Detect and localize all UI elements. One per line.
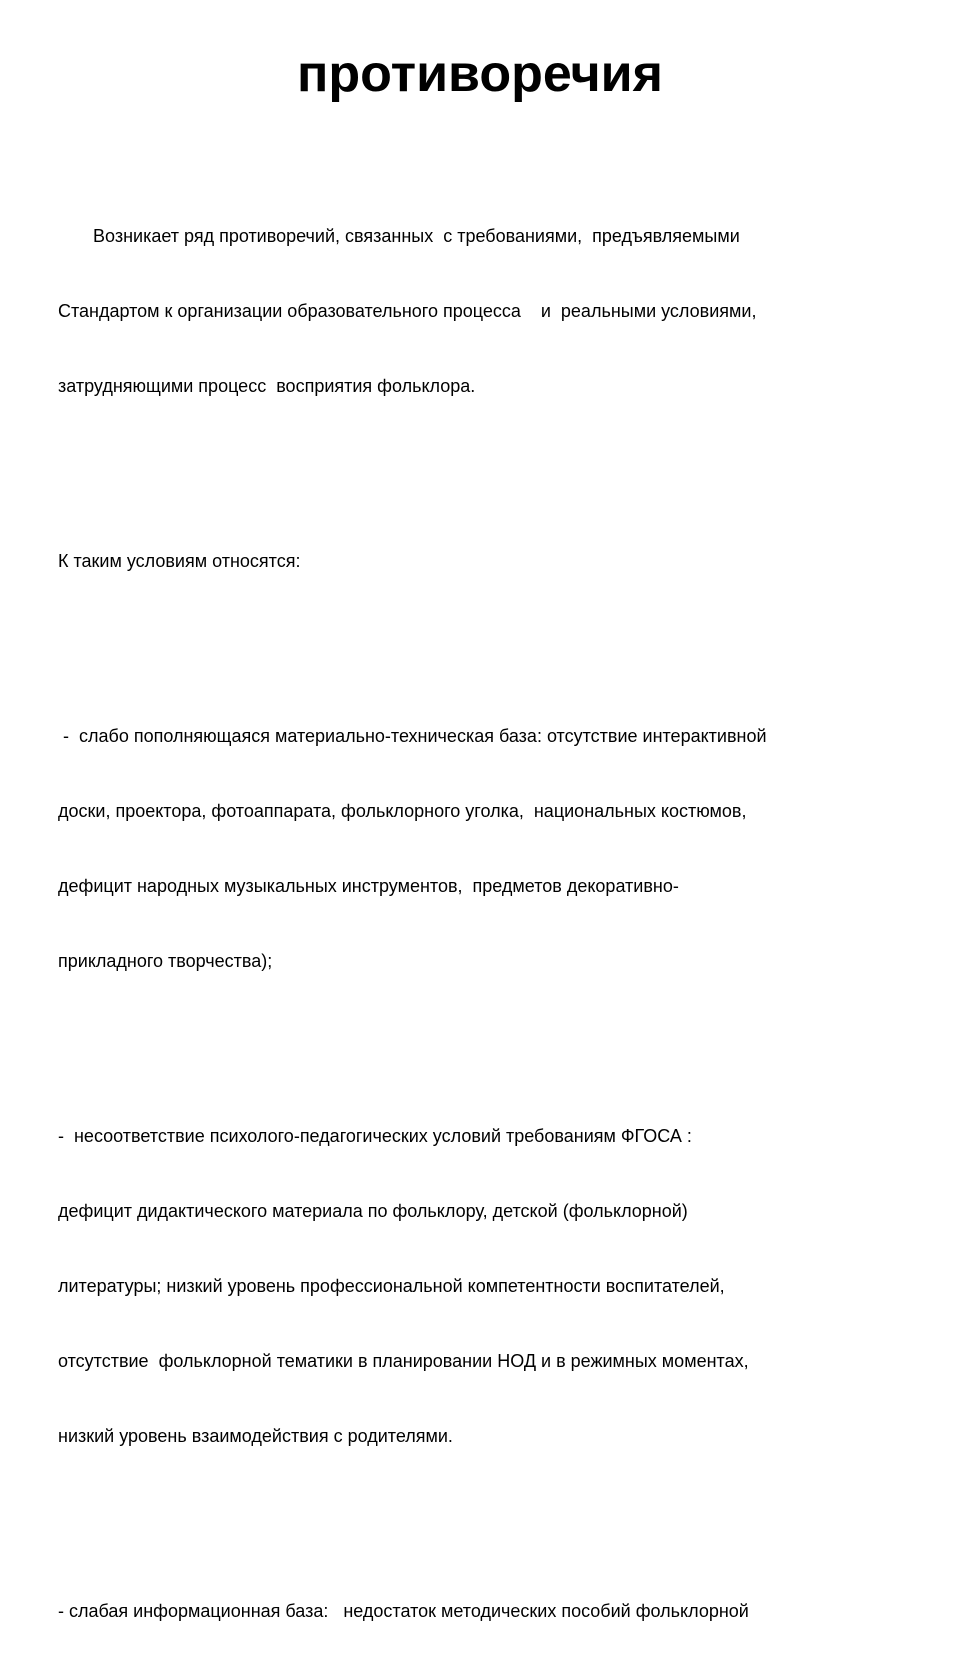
- text-line: отсутствие фольклорной тематики в планировании НОД и в режимных моментах,: [58, 1351, 749, 1371]
- slide-title: противоречия: [296, 45, 663, 103]
- spacer: [58, 449, 908, 499]
- paragraph-information-base: [58, 1549, 908, 1674]
- text-line: дефицит дидактического материала по фольклору, детской (фольклорной): [58, 1201, 688, 1221]
- paragraph-intro: [58, 174, 908, 449]
- paragraph-conditions-heading: [58, 499, 908, 624]
- text-line: К таким условиям относятся:: [58, 551, 301, 571]
- text-line: прикладного творчества);: [58, 951, 273, 971]
- text-line: - несоответствие психолого-педагогических условий требованиям ФГОСА :: [58, 1126, 692, 1146]
- text-line: литературы; низкий уровень профессиональной компетентности воспитателей,: [58, 1276, 725, 1296]
- text-line: - слабая информационная база: недостаток методических пособий фольклорной: [58, 1601, 749, 1621]
- paragraph-material-base: [58, 674, 908, 1024]
- text-line: затрудняющими процесс восприятия фольклора.: [58, 376, 476, 396]
- spacer: [58, 624, 908, 674]
- spacer: [58, 1499, 908, 1549]
- text-line: Возникает ряд противоречий, связанных с требованиями, предъявляемыми: [58, 226, 740, 246]
- text-line: Стандартом к организации образовательного процесса и реальными условиями,: [58, 301, 757, 321]
- text-line: дефицит народных музыкальных инструментов, предметов декоративно-: [58, 876, 679, 896]
- text-line: доски, проектора, фотоаппарата, фольклорного уголка, национальных костюмов,: [58, 801, 747, 821]
- slide-body: [58, 174, 908, 1674]
- text-line: - слабо пополняющаяся материально-техническая база: отсутствие интерактивной: [58, 726, 767, 746]
- text-line: низкий уровень взаимодействия с родителями.: [58, 1426, 453, 1446]
- spacer: [58, 1024, 908, 1074]
- paragraph-pedagogical-conditions: [58, 1074, 908, 1499]
